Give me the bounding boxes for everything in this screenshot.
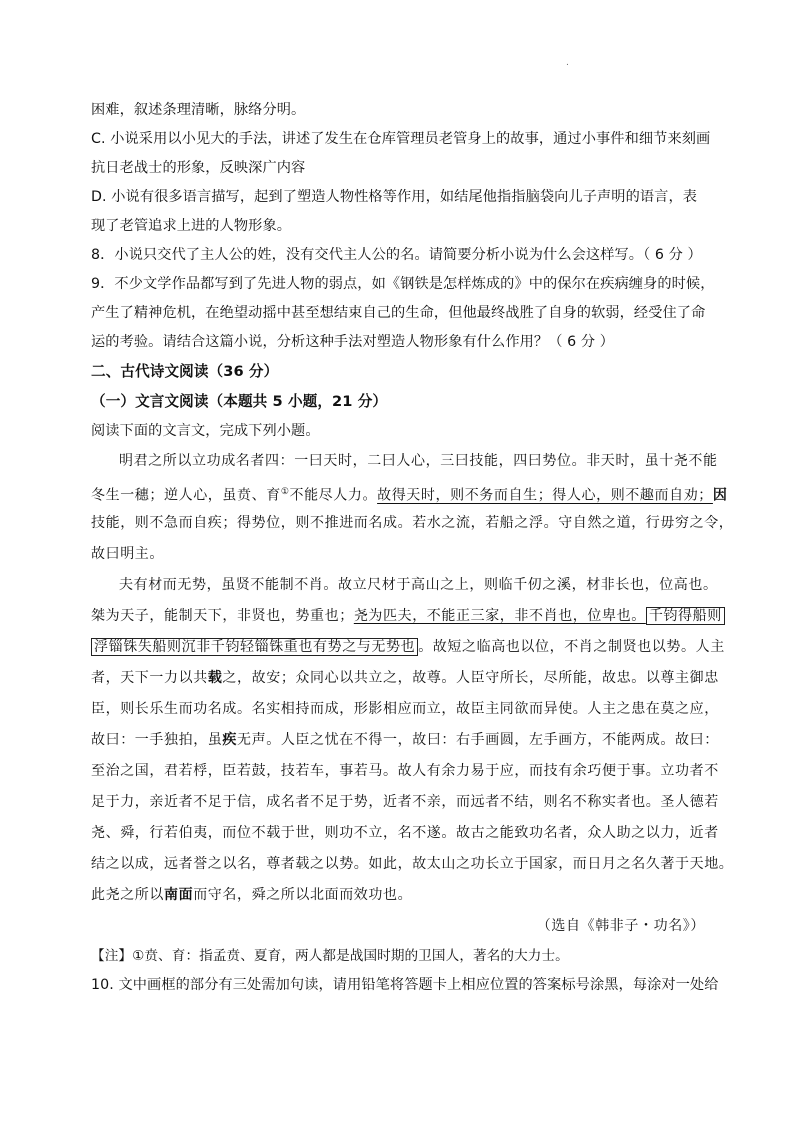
passage-line: 尧、舜，行若伯夷，而位不载于世，则功不立，名不遂。故古之能致功名者，众人助之以力，近者 <box>91 825 719 841</box>
bold-char: 载 <box>207 670 223 686</box>
page-corner-mark: . <box>566 58 569 68</box>
passage-line: 足于力，亲近者不足于信，成名者不足于势，近者不亲，而远者不结，则名不称实者也。圣人德若 <box>91 794 719 810</box>
question-9: 9．不少文学作品都写到了先进人物的弱点，如《钢铁是怎样炼成的》中的保尔在疾病缠身的时候， <box>91 276 715 292</box>
text-line: 抗日老战士的形象，反映深广内容 <box>91 160 306 176</box>
underlined-sentence: 故得天时，则不务而自生；得人心，则不趣而自劝； <box>377 487 713 504</box>
subsection-title: （一）文言文阅读（本题共 5 小题，21 分） <box>91 393 388 410</box>
text-line: 运的考验。请结合这篇小说，分析这种手法对塑造人物形象有什么作用？（ 6 分 ） <box>91 334 615 350</box>
document-page <box>91 96 734 1000</box>
passage-line: 技能，则不急而自疾；得势位，则不推进而名成。若水之流，若船之浮。守自然之道，行毋穷之令， <box>91 515 734 531</box>
passage-source: （选自《韩非子・功名》） <box>536 918 705 934</box>
text-line: 现了老管追求上进的人物形象。 <box>91 218 292 234</box>
passage-line: 明君之所以立功成名者四：一曰天时，二曰人心，三曰技能，四曰势位。非天时，虽十尧不能 <box>119 453 718 469</box>
passage-line: 者，天下一力以共载之，故安；众同心以共立之，故尊。人臣守所长，尽所能，故忠。以尊主御忠 <box>91 670 719 686</box>
passage-line: 此尧之所以南面而守名，舜之所以北面而效功也。 <box>91 887 413 903</box>
passage-line: 结之以成，远者誉之以名，尊者载之以势。如此，故太山之功长立于国家，而日月之名久著于天地。 <box>91 856 734 872</box>
passage-line: 桀为天子，能制天下，非贤也，势重也；尧为匹夫，不能正三家，非不肖也，位卑也。 千钧得船则 <box>91 601 711 632</box>
bold-char: 疾 <box>222 732 238 748</box>
question-10: 10. 文中画框的部分有三处需加句读，请用铅笔将答题卡上相应位置的答案标号涂黑，每涂对一处给 <box>91 977 719 993</box>
question-8: 8．小说只交代了主人公的姓，没有交代主人公的名。请简要分析小说为什么会这样写。（ 6 分 ） <box>91 247 702 263</box>
instruction: 阅读下面的文言文，完成下列小题。 <box>91 423 320 439</box>
section-title: 二、古代诗文阅读（36 分） <box>91 363 279 380</box>
footnote-marker: ① <box>280 487 290 497</box>
passage-line: 至治之国，君若桴，臣若鼓，技若车，事若马。故人有余力易于应，而技有余巧便于事。立功者不 <box>91 763 719 779</box>
text-line: 产生了精神危机，在绝望动摇中甚至想结束自己的生命，但他最终战胜了自身的软弱，经受住了命 <box>91 305 706 321</box>
underlined-sentence: 尧为匹夫，不能正三家，非不肖也，位卑也。 <box>353 608 646 624</box>
boxed-text: 浮锱铢失船则沉非千钧轻锱铢重也有势之与无势也 <box>91 638 418 656</box>
passage-line: 冬生一穗；逆人心，虽贲、育①不能尽人力。故得天时，则不务而自生；得人心，则不趣而自劝；因 <box>91 487 728 504</box>
passage-line: 夫有材而无势，虽贤不能制不肖。故立尺材于高山之上，则临千仞之溪，材非长也，位高也。 <box>119 577 718 593</box>
bold-char: 因 <box>712 487 728 504</box>
passage-line: 故曰：一手独拍，虽疾无声。人臣之忧在不得一，故曰：右手画圆，左手画方，不能两成。故曰： <box>91 732 719 748</box>
classical-passage <box>91 446 734 911</box>
bold-char: 南面 <box>164 887 194 903</box>
option-c-line: C. 小说采用以小见大的手法，讲述了发生在仓库管理员老管身上的故事，通过小事件和细节来刻画 <box>91 131 711 147</box>
passage-line: 故曰明主。 <box>91 546 164 562</box>
footnote: 【注】①贲、育：指孟贲、夏育，两人都是战国时期的卫国人，著名的大力士。 <box>91 948 569 964</box>
boxed-text: 千钧得船则 <box>646 607 725 625</box>
passage-line: 浮锱铢失船则沉非千钧轻锱铢重也有势之与无势也 。故短之临高也以位，不肖之制贤也以势。人主 <box>91 632 711 663</box>
text-line: 困难，叙述条理清晰，脉络分明。 <box>91 102 306 118</box>
passage-line: 臣，则长乐生而功名成。名实相持而成，形影相应而立，故臣主同欲而异使。人主之患在莫之应， <box>91 701 719 717</box>
option-d-line: D. 小说有很多语言描写，起到了塑造人物性格等作用，如结尾他指指脑袋向儿子声明的语言，表 <box>91 189 698 205</box>
